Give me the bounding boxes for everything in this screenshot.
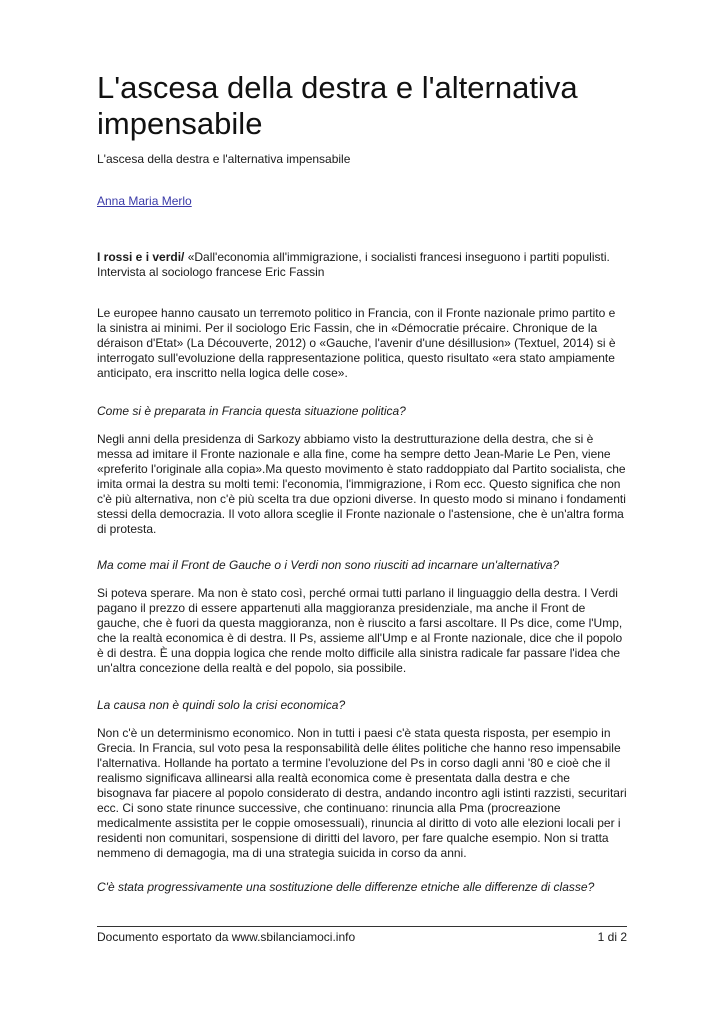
page-number: 1 di 2 xyxy=(597,930,627,944)
intro-paragraph: Le europee hanno causato un terremoto politico in Francia, con il Fronte nazionale primo partito e la sinistra ai minimi. Per il sociologo Eric Fassin, che in «Démocratie précaire. Chronique de la déraison d'Etat» (La Découverte, 2012) o «Gauche, l'avenir d'une désillusion» (Textuel, 2014) si è interrogato sull'evoluzione della rappresentazione politica, questo risultato «era stato ampiamente anticipato, era inscritto nella logica delle cose». xyxy=(97,306,616,380)
answer-3: Non c'è un determinismo economico. Non in tutti i paesi c'è stata questa risposta, per esempio in Grecia. In Francia, sul voto pesa la responsabilità delle élites politiche che hanno reso impensabile l'alternativa. Hollande ha portato a termine l'evoluzione del Ps in corso dagli anni '80 e cioè che il realismo significava allinearsi alla realtà economica come è presentata dalla destra e che bisognava far piacere al popolo considerato di destra, andando incontro agli istinti razzisti, securitari ecc. Ci sono state rinunce successive, che continuano: rinuncia alla Pma (procreazione medicalmente assistita per le coppie omosessuali), rinuncia al diritto di voto alle elezioni locali per i residenti non comunitari, sospensione di diritti del lavoro, per fare qualche esempio. Non si tratta nemmeno di demagogia, ma di una strategia suicida in corso da anni. xyxy=(97,726,627,860)
question-3: La causa non è quindi solo la crisi economica? xyxy=(97,698,346,712)
author-link[interactable]: Anna Maria Merlo xyxy=(97,194,192,208)
answer-1: Negli anni della presidenza di Sarkozy abbiamo visto la destrutturazione della destra, che si è messa ad imitare il Fronte nazionale e alla fine, come ha sempre detto Jean-Marie Le Pen, viene «preferito l'originale alla copia».Ma questo movimento è stato raddoppiato dal Partito socialista, che imita ormai la destra su molti temi: l'economia, l'immigrazione, i Rom ecc. Questo significa che non c'è più alternativa, non c'è più scelta tra due opzioni diverse. In questo modo si minano i fondamenti stessi della democrazia. Il voto allora sceglie il Fronte nazionale o l'astensione, che è un'altra forma di protesta. xyxy=(97,432,626,536)
article-title: L'ascesa della destra e l'alternativa impensabile xyxy=(97,70,578,141)
footer-source: Documento esportato da www.sbilanciamoci.info xyxy=(97,930,356,944)
question-1: Come si è preparata in Francia questa situazione politica? xyxy=(97,404,406,418)
footer-divider xyxy=(97,926,627,927)
answer-2: Si poteva sperare. Ma non è stato così, perché ormai tutti parlano il linguaggio della destra. I Verdi pagano il prezzo di essere appartenuti alla maggioranza presidenziale, ma anche il Front de gauche, che è fuori da questa maggioranza, non è riuscito a farsi ascoltare. Il Ps dice, come l'Ump, che la realtà economica è di destra. Il Ps, assieme all'Ump e al Fronte nazionale, dice che il popolo è di destra. È una doppia logica che rende molto difficile alla sinistra radicale far passare l'idea che un'altra concezione della realtà e del popolo, sia possibile. xyxy=(97,586,623,675)
question-2: Ma come mai il Front de Gauche o i Verdi non sono riusciti ad incarnare un'alternativa? xyxy=(97,558,560,572)
article-subtitle: L'ascesa della destra e l'alternativa impensabile xyxy=(97,152,351,166)
lead-paragraph xyxy=(97,250,627,280)
lead-kicker: I rossi e i verdi/ xyxy=(97,250,185,264)
question-4: C'è stata progressivamente una sostituzione delle differenze etniche alle differenze di classe? xyxy=(97,880,595,894)
lead-text: «Dall'economia all'immigrazione, i socialisti francesi inseguono i partiti populisti. Intervista al sociologo francese Eric Fassin xyxy=(97,250,610,279)
